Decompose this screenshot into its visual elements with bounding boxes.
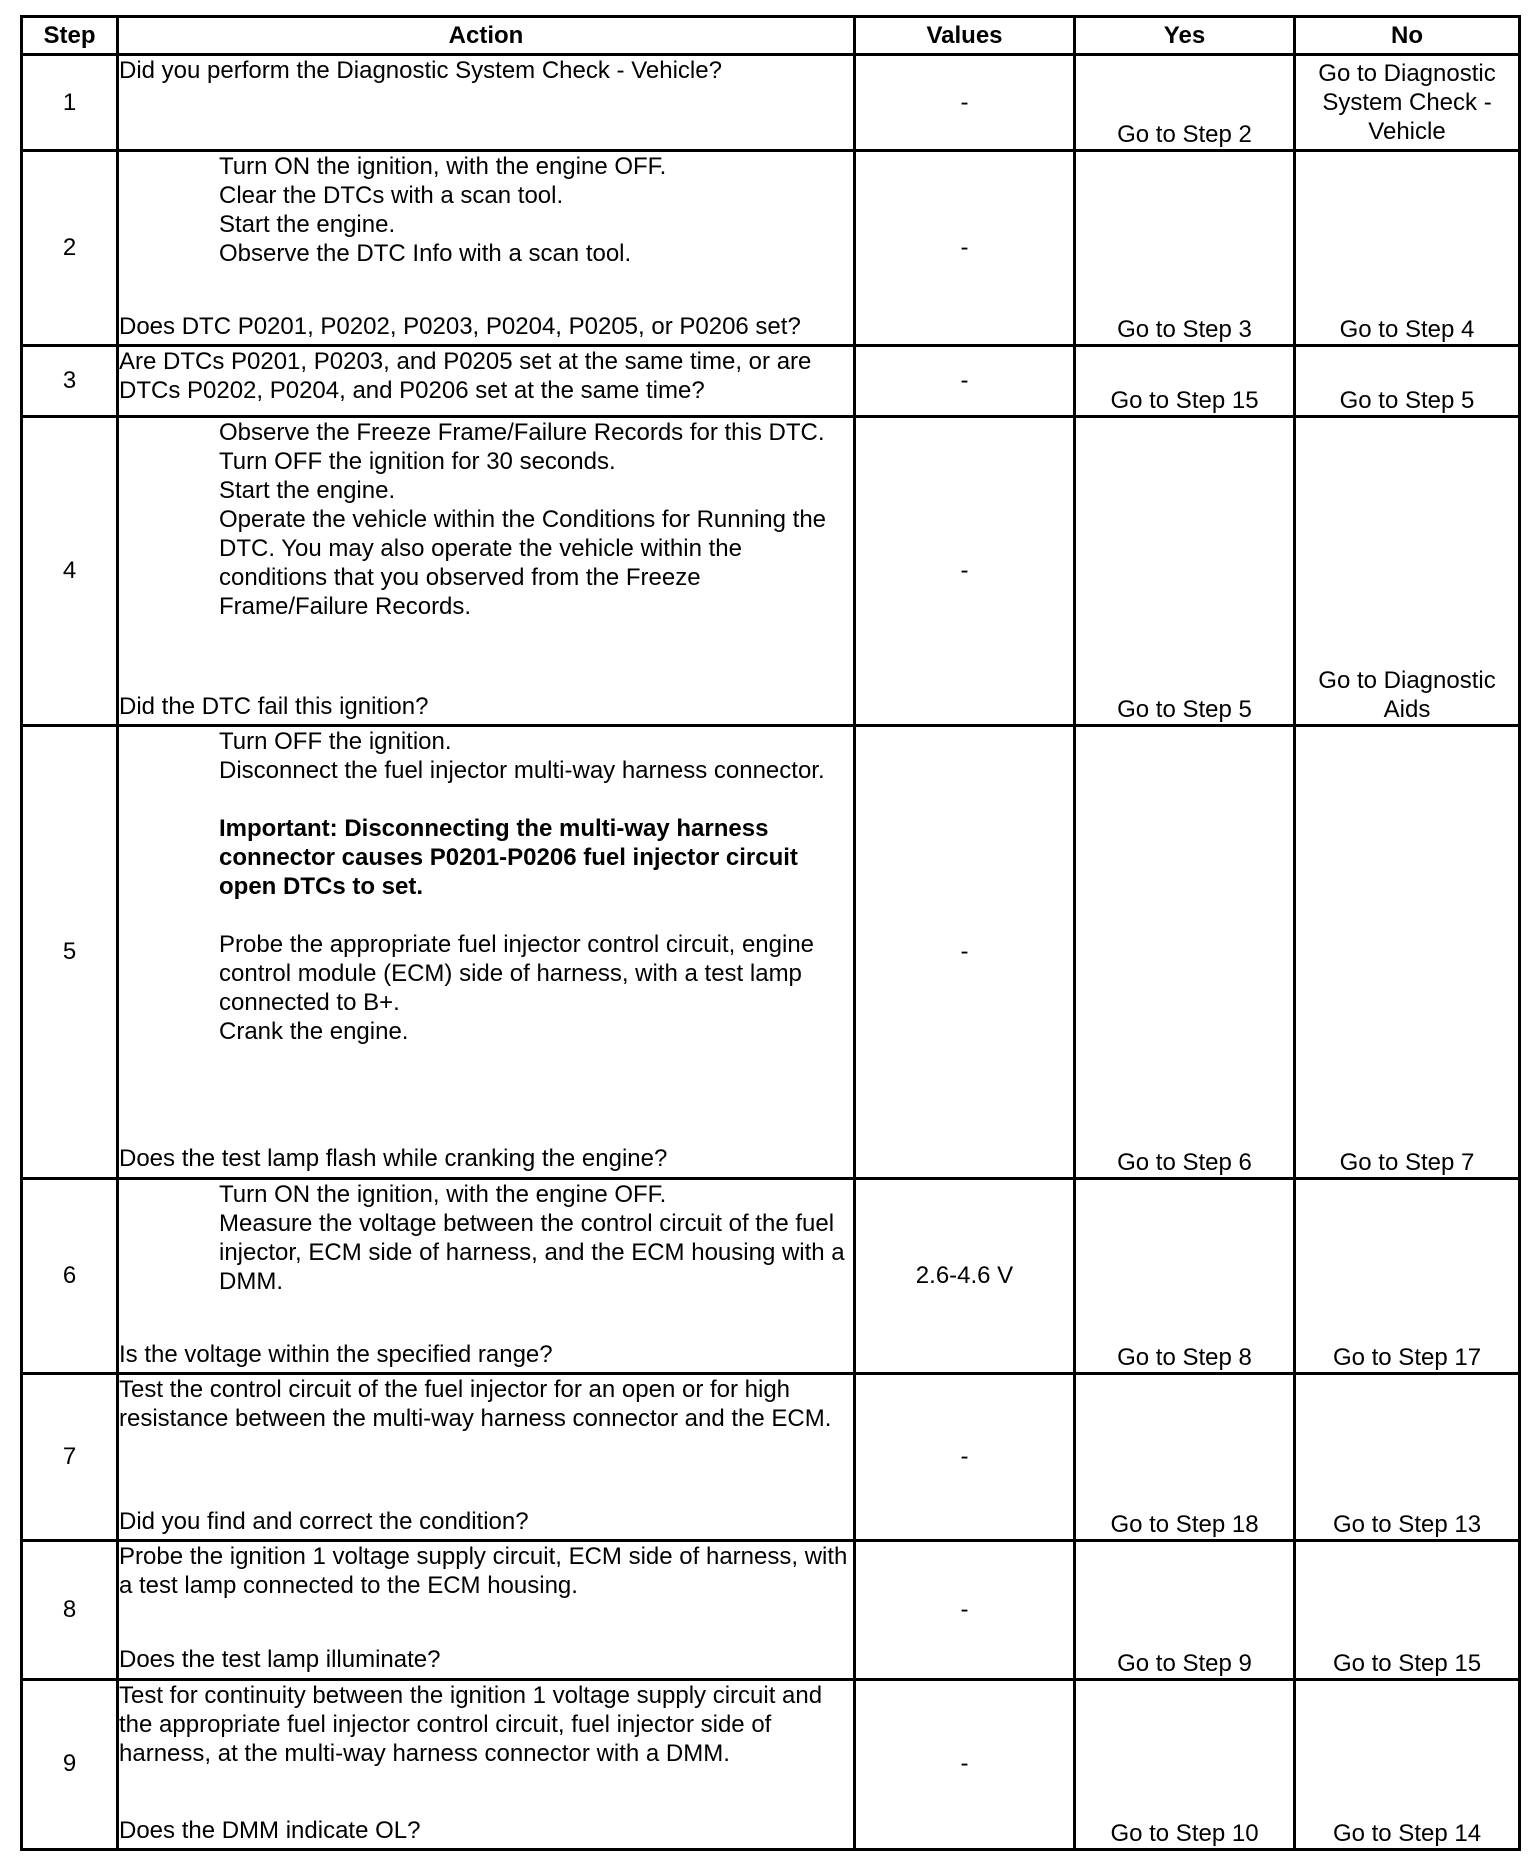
no-link[interactable]: Go to Diagnostic System Check - Vehicle [1295,55,1520,151]
yes-link[interactable]: Go to Step 15 [1075,346,1295,416]
action-cell [118,1178,855,1373]
action-items [119,1180,853,1296]
question-text: Did you perform the Diagnostic System Check - Vehicle? [119,57,722,84]
action-item: Measure the voltage between the control circuit of the fuel injector, ECM side of harness, and the ECM housing with a DMM. [219,1209,845,1295]
question-text: Are DTCs P0201, P0203, and P0205 set at the same time, or are DTCs P0202, P0204, and P0206 set at the same time? [119,348,812,405]
action-cell [118,726,855,1179]
yes-link[interactable]: Go to Step 9 [1075,1541,1295,1679]
step-number: 7 [22,1374,118,1541]
action-text: Test the control circuit of the fuel injector for an open or for high resistance between the multi-way harness connector and the ECM. [119,1376,832,1433]
question-text: Does the test lamp illuminate? [119,1646,441,1674]
values-cell: - [855,1374,1075,1541]
header-no: No [1295,17,1520,55]
question-text: Did the DTC fail this ignition? [119,692,429,720]
action-cell [118,1541,855,1679]
no-link[interactable]: Go to Step 14 [1295,1679,1520,1849]
action-item: Observe the DTC Info with a scan tool. [219,240,632,268]
action-item: Clear the DTCs with a scan tool. [219,182,564,210]
action-items [119,727,853,1046]
values-cell: - [855,1541,1075,1679]
action-cell [118,346,855,416]
step-number: 8 [22,1541,118,1679]
table-row [22,55,1520,151]
action-item: Probe the appropriate fuel injector control circuit, engine control module (ECM) side of harness, with a test lamp connected to B+. [219,931,815,1017]
yes-link[interactable]: Go to Step 18 [1075,1374,1295,1541]
action-cell [118,1679,855,1849]
table-row [22,1374,1520,1541]
action-item: Disconnect the fuel injector multi-way harness connector. [219,757,825,785]
table-row [22,416,1520,726]
header-step: Step [22,17,118,55]
step-number: 6 [22,1178,118,1373]
header-row [22,17,1520,55]
no-link[interactable]: Go to Step 13 [1295,1374,1520,1541]
values-cell: - [855,151,1075,346]
action-text: Test for continuity between the ignition 1 voltage supply circuit and the appropriate fuel injector control circuit, fuel injector side of harness, at the multi-way harness connector with a DMM. [119,1681,823,1767]
action-cell [118,55,855,151]
action-item: Turn ON the ignition, with the engine OFF. [219,153,667,181]
values-cell: - [855,55,1075,151]
question-text: Did you find and correct the condition? [119,1508,529,1536]
action-item: Start the engine. [219,476,396,504]
header-action: Action [118,17,855,55]
action-item: Operate the vehicle within the Conditions for Running the DTC. You may also operate the vehicle within the conditions that you observed from the Freeze Frame/Failure Records. [219,505,827,620]
yes-link[interactable]: Go to Step 6 [1075,726,1295,1179]
step-number: 2 [22,151,118,346]
header-yes: Yes [1075,17,1295,55]
no-link[interactable]: Go to Diagnostic Aids [1295,416,1520,726]
action-cell [118,1374,855,1541]
values-cell: - [855,1679,1075,1849]
action-text: Probe the ignition 1 voltage supply circuit, ECM side of harness, with a test lamp connected to the ECM housing. [119,1543,848,1600]
table-row [22,151,1520,346]
action-items [119,418,853,621]
action-item: Start the engine. [219,211,396,239]
no-link[interactable]: Go to Step 15 [1295,1541,1520,1679]
action-item: Turn OFF the ignition. [219,728,452,756]
question-text: Does the DMM indicate OL? [119,1816,421,1844]
diagnostic-table [20,15,1521,1851]
yes-link[interactable]: Go to Step 10 [1075,1679,1295,1849]
question-text: Is the voltage within the specified range? [119,1340,553,1368]
action-item: Crank the engine. [219,1018,409,1046]
step-number: 3 [22,346,118,416]
action-item: Turn OFF the ignition for 30 seconds. [219,447,616,475]
table-row [22,346,1520,416]
action-item: Turn ON the ignition, with the engine OFF. [219,1180,667,1208]
no-link[interactable]: Go to Step 4 [1295,151,1520,346]
important-note: Important: Disconnecting the multi-way harness connector causes P0201-P0206 fuel injector circuit open DTCs to set. [219,815,798,901]
step-number: 4 [22,416,118,726]
action-cell [118,151,855,346]
no-link[interactable]: Go to Step 5 [1295,346,1520,416]
table-row [22,726,1520,1179]
values-cell: - [855,346,1075,416]
table-row [22,1541,1520,1679]
values-cell: - [855,726,1075,1179]
values-cell: 2.6-4.6 V [855,1178,1075,1373]
step-number: 1 [22,55,118,151]
action-item: Observe the Freeze Frame/Failure Records for this DTC. [219,418,825,446]
values-cell: - [855,416,1075,726]
yes-link[interactable]: Go to Step 5 [1075,416,1295,726]
action-items [119,152,853,268]
no-link[interactable]: Go to Step 17 [1295,1178,1520,1373]
action-cell [118,416,855,726]
table-row [22,1178,1520,1373]
question-text: Does the test lamp flash while cranking the engine? [119,1145,668,1173]
no-link[interactable]: Go to Step 7 [1295,726,1520,1179]
yes-link[interactable]: Go to Step 2 [1075,55,1295,151]
step-number: 5 [22,726,118,1179]
step-number: 9 [22,1679,118,1849]
yes-link[interactable]: Go to Step 8 [1075,1178,1295,1373]
question-text: Does DTC P0201, P0202, P0203, P0204, P0205, or P0206 set? [119,313,801,341]
yes-link[interactable]: Go to Step 3 [1075,151,1295,346]
header-values: Values [855,17,1075,55]
table-row [22,1679,1520,1849]
